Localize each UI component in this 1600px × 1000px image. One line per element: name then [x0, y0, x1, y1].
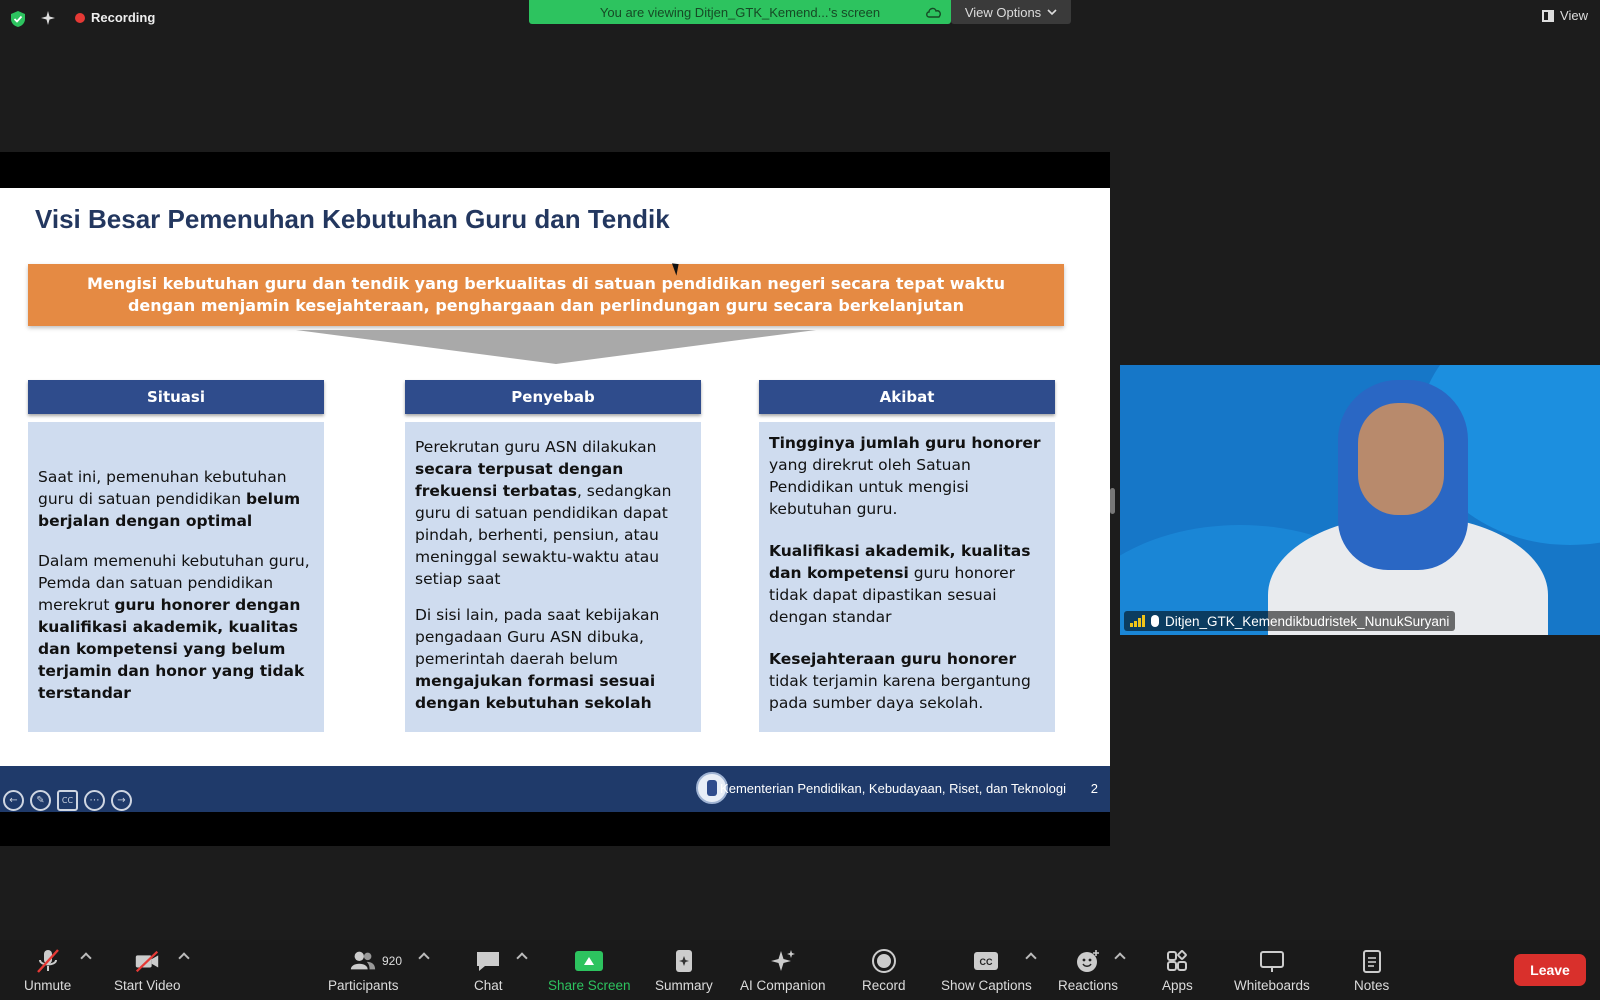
- reactions-label: Reactions: [1058, 978, 1119, 993]
- text-run: tidak terjamin karena bergantung pada sumber daya sekolah.: [769, 672, 1031, 712]
- participant-video-tile[interactable]: [1120, 365, 1600, 635]
- text-run: Di sisi lain, pada saat kebijakan pengadaan Guru ASN dibuka, pemerintah daerah belum: [415, 606, 660, 668]
- shared-screen-letterbox-top: [0, 152, 1110, 188]
- apps-icon: [1163, 948, 1191, 974]
- record-button[interactable]: [862, 948, 906, 993]
- apps-label: Apps: [1162, 978, 1193, 993]
- paragraph: [415, 436, 691, 590]
- reactions-button[interactable]: [1058, 948, 1118, 993]
- cloud-icon: [925, 6, 943, 18]
- chat-icon: [474, 948, 502, 974]
- layout-icon: [1542, 10, 1554, 22]
- recording-indicator[interactable]: [75, 10, 155, 25]
- apps-button[interactable]: [1162, 948, 1193, 993]
- text-run: guru honorer tidak dapat dipastikan sesuai dengan standar: [769, 564, 1016, 626]
- previous-slide-icon[interactable]: ←: [3, 790, 24, 811]
- shared-screen-letterbox-bottom: [0, 812, 1110, 846]
- svg-text:CC: CC: [979, 957, 993, 967]
- participants-label: Participants: [328, 978, 399, 993]
- column-header-penyebab: Penyebab: [405, 380, 701, 414]
- paragraph: [769, 540, 1045, 628]
- sparkle-icon[interactable]: [40, 10, 56, 26]
- view-label: View: [1560, 8, 1588, 23]
- bold-text: mengajukan formasi sesuai dengan kebutuhan sekolah: [415, 672, 656, 712]
- whiteboard-icon: [1258, 948, 1286, 974]
- top-bar: [0, 0, 1600, 36]
- record-dot-icon: [75, 13, 85, 23]
- share-screen-button[interactable]: [548, 948, 631, 993]
- view-options-button[interactable]: [951, 0, 1071, 24]
- column-header-situasi: Situasi: [28, 380, 324, 414]
- pen-icon[interactable]: ✎: [30, 790, 51, 811]
- participants-icon: [349, 948, 377, 974]
- participants-options-caret[interactable]: [418, 952, 429, 963]
- paragraph: [415, 604, 691, 714]
- column-body-situasi: [28, 422, 324, 732]
- more-icon[interactable]: ⋯: [84, 790, 105, 811]
- camera-off-icon: [133, 948, 161, 974]
- viewing-banner-text: You are viewing Ditjen_GTK_Kemend...'s screen: [599, 4, 881, 20]
- notes-icon: [1358, 948, 1386, 974]
- text-run: yang direkrut oleh Satuan Pendidikan untuk mengisi kebutuhan guru.: [769, 456, 971, 518]
- chat-options-caret[interactable]: [516, 952, 527, 963]
- leave-button[interactable]: Leave: [1514, 954, 1586, 986]
- show-captions-button[interactable]: [941, 948, 1032, 993]
- text-run: Dalam memenuhi kebutuhan guru, Pemda dan satuan pendidikan merekrut: [38, 552, 310, 614]
- vision-banner: Mengisi kebutuhan guru dan tendik yang berkualitas di satuan pendidikan negeri secara tepat waktu dengan menjamin kesejahteraan, penghargaan dan perlindungan guru secara berkelanjutan: [28, 264, 1064, 326]
- ai-sparkle-icon: [769, 948, 797, 974]
- bold-text: Tingginya jumlah guru honorer: [769, 434, 1041, 452]
- bold-text: Kualifikasi akademik, kualitas dan kompetensi: [769, 542, 1031, 582]
- whiteboards-button[interactable]: [1234, 948, 1310, 993]
- meeting-toolbar: [0, 940, 1600, 1000]
- column-body-akibat: [759, 422, 1055, 732]
- signal-strength-icon: [1130, 615, 1145, 627]
- share-screen-icon: [575, 948, 603, 974]
- start-video-button[interactable]: [114, 948, 181, 993]
- start-video-label: Start Video: [114, 978, 181, 993]
- show-captions-label: Show Captions: [941, 978, 1032, 993]
- notes-label: Notes: [1354, 978, 1390, 993]
- paragraph: [769, 648, 1045, 714]
- bold-text: belum berjalan dengan optimal: [38, 490, 301, 530]
- captions-icon: [972, 948, 1000, 974]
- shield-icon[interactable]: [10, 10, 26, 28]
- slide-page-number: 2: [1090, 781, 1098, 796]
- slide-controls: [3, 790, 132, 811]
- record-label: Record: [862, 978, 906, 993]
- column-body-penyebab: [405, 422, 701, 732]
- unmute-label: Unmute: [24, 978, 72, 993]
- text-run: Perekrutan guru ASN dilakukan: [415, 438, 657, 456]
- captions-icon[interactable]: CC: [57, 790, 78, 811]
- notes-button[interactable]: [1354, 948, 1389, 993]
- share-screen-label: Share Screen: [548, 978, 631, 993]
- text-run: , sedangkan guru di satuan pendidikan dapat pindah, berhenti, pensiun, atau meninggal sewaktu-waktu atau setiap saat: [415, 482, 672, 588]
- unmute-button[interactable]: [24, 948, 71, 993]
- summary-icon: [670, 948, 698, 974]
- ai-companion-button[interactable]: [740, 948, 826, 993]
- paragraph: [38, 550, 314, 704]
- participants-count: 920: [382, 954, 403, 968]
- down-arrow-shape: [296, 330, 816, 364]
- paragraph: [769, 432, 1045, 520]
- shared-slide: [0, 188, 1110, 812]
- whiteboards-label: Whiteboards: [1234, 978, 1310, 993]
- bold-text: guru honorer dengan kualifikasi akademik, kualitas dan kompetensi yang belum terjamin dan honor yang tidak terstandar: [38, 596, 305, 702]
- footer-ministry-text: Kementerian Pendidikan, Kebudayaan, Riset, dan Teknologi: [720, 781, 1066, 796]
- bold-text: Kesejahteraan guru honorer: [769, 650, 1017, 668]
- slide-footer: [0, 766, 1110, 812]
- summary-label: Summary: [655, 978, 713, 993]
- chevron-down-icon: [1047, 8, 1057, 16]
- record-icon: [870, 948, 898, 974]
- resize-handle[interactable]: [1110, 488, 1115, 514]
- recording-label: Recording: [91, 10, 156, 25]
- ai-companion-label: AI Companion: [740, 978, 826, 993]
- participant-name-tag: [1124, 611, 1455, 631]
- next-slide-icon[interactable]: →: [111, 790, 132, 811]
- text-run: Saat ini, pemenuhan kebutuhan guru di satuan pendidikan: [38, 468, 287, 508]
- slide-title: Visi Besar Pemenuhan Kebutuhan Guru dan Tendik: [35, 204, 670, 234]
- view-options-label: View Options: [964, 4, 1042, 20]
- participant-name: Ditjen_GTK_Kemendikbudristek_NunukSuryani: [1165, 613, 1450, 629]
- viewing-screen-banner: [529, 0, 951, 24]
- summary-button[interactable]: [655, 948, 713, 993]
- paragraph: [38, 466, 314, 532]
- microphone-icon: [1151, 615, 1159, 627]
- smiley-icon: [1074, 948, 1102, 974]
- column-header-akibat: Akibat: [759, 380, 1055, 414]
- audio-options-caret[interactable]: [80, 952, 91, 963]
- speaker-face: [1358, 403, 1444, 515]
- bold-text: secara terpusat dengan frekuensi terbatas: [415, 460, 624, 500]
- microphone-muted-icon: [34, 948, 62, 974]
- view-button[interactable]: [1542, 8, 1588, 23]
- chat-label: Chat: [474, 978, 503, 993]
- chat-button[interactable]: [474, 948, 503, 993]
